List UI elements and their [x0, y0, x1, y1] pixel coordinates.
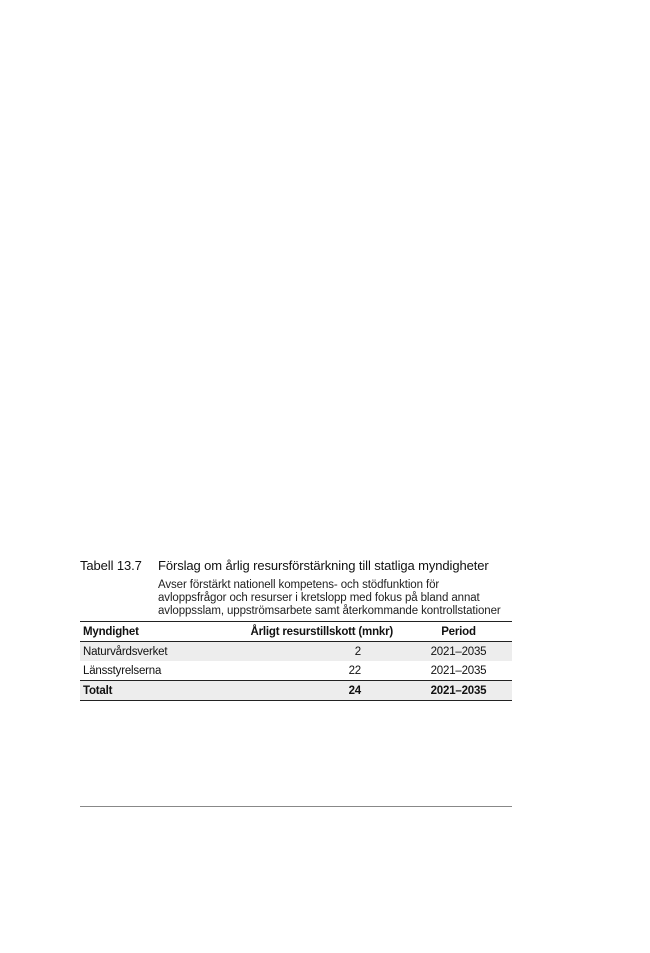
header-agency: Myndighet: [80, 622, 224, 642]
cell-period: 2021–2035: [430, 664, 487, 677]
cell-amount: 22: [348, 664, 361, 677]
cell-agency: Naturvårdsverket: [80, 642, 224, 662]
cell-period: 2021–2035: [405, 642, 512, 662]
total-period: 2021–2035: [405, 681, 512, 701]
resource-table: [80, 621, 512, 701]
table-number: Tabell 13.7: [80, 558, 142, 573]
table-header-row: [80, 622, 512, 642]
cell-agency: Länsstyrelserna: [83, 664, 162, 677]
table-total-row: [80, 681, 512, 701]
table-caption: [80, 558, 512, 574]
total-label: Totalt: [80, 681, 224, 701]
total-amount: 24: [224, 681, 405, 701]
table-note-line: avloppsfrågor och resurser i kretslopp med fokus på bland annat: [158, 592, 480, 604]
header-amount: Årligt resurstillskott (mnkr): [224, 622, 405, 642]
header-period: Period: [405, 622, 512, 642]
table-block: [80, 558, 512, 701]
table-row: [80, 661, 512, 681]
table-note-line: avloppsslam, uppströmsarbete samt återkommande kontrollstationer: [158, 605, 501, 617]
table-note-line: Avser förstärkt nationell kompetens- och stödfunktion för: [158, 579, 440, 591]
table-note: [158, 579, 512, 618]
table-row: [80, 642, 512, 662]
footer-divider: [80, 806, 512, 807]
cell-amount: 2: [224, 642, 405, 662]
table-title: Förslag om årlig resursförstärkning till statliga myndigheter: [158, 558, 489, 573]
